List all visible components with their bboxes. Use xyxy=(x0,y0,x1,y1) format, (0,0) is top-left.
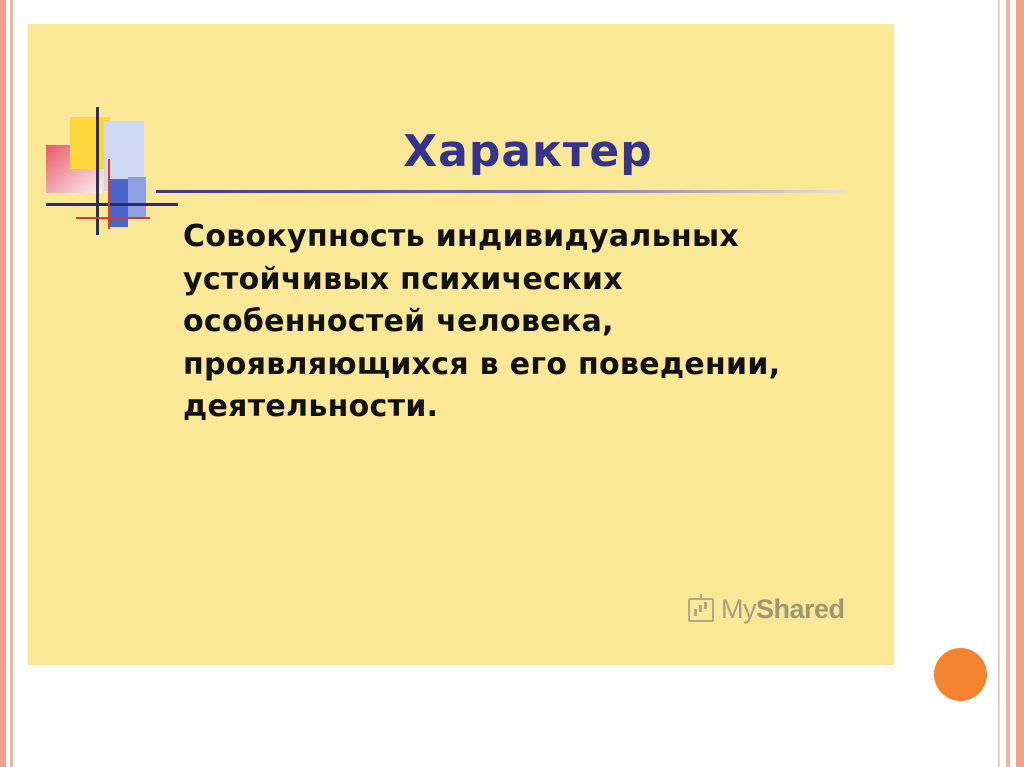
watermark-my: My xyxy=(721,594,756,624)
watermark-label xyxy=(721,594,845,625)
decorative-logo-graphic xyxy=(46,107,178,235)
logo-red-horizontal-line xyxy=(76,217,150,219)
slide-title: Характер xyxy=(403,126,653,177)
frame-border-right-outer xyxy=(1016,0,1024,767)
myshared-watermark xyxy=(688,594,845,625)
logo-horizontal-line xyxy=(46,203,178,206)
frame-border-right-thin xyxy=(998,0,1000,767)
logo-square-mid-blue xyxy=(128,177,146,219)
title-underline-rule xyxy=(156,190,846,193)
slide-body-text: Совокупность индивидуальных устойчивых психических особенностей человека, проявляющихся в его поведении, деятельности. xyxy=(183,219,781,425)
logo-vertical-line xyxy=(96,107,99,235)
frame-border-left-inner xyxy=(10,0,13,767)
frame-border-right-inner xyxy=(1006,0,1010,767)
slide-panel xyxy=(28,24,894,665)
projector-screen-icon xyxy=(688,598,714,622)
decorative-circle xyxy=(934,648,987,701)
frame-border-left-outer xyxy=(0,0,6,767)
watermark-shared: Shared xyxy=(756,594,845,624)
